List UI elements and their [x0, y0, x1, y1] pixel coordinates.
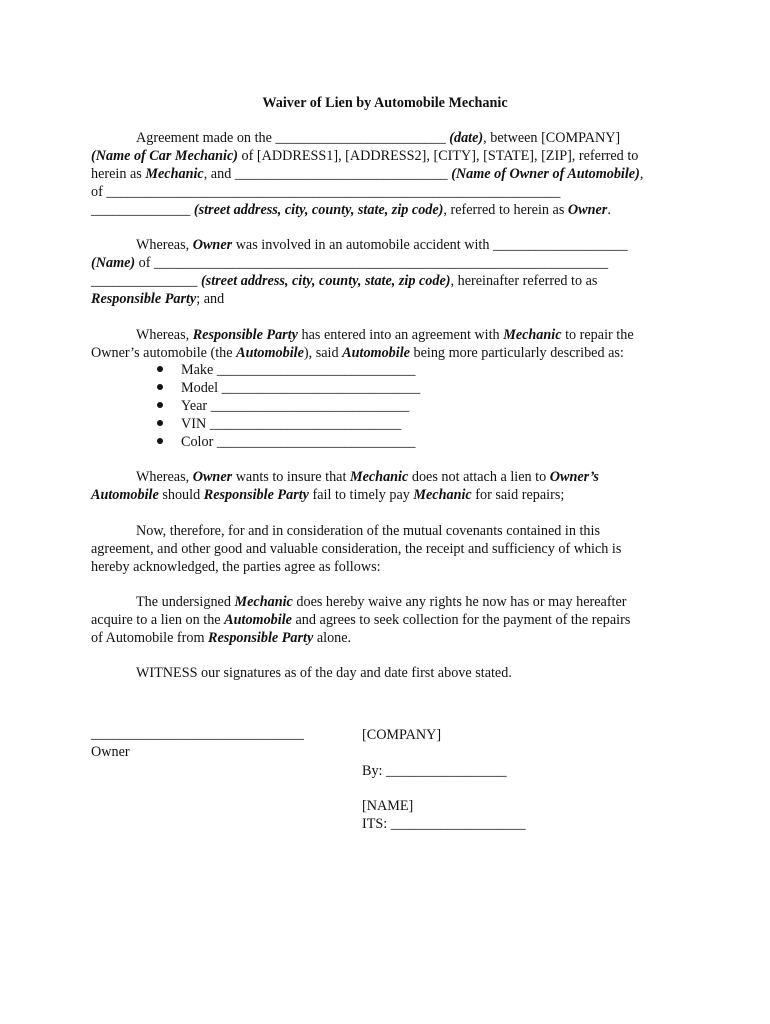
- p2-line-4: [91, 290, 224, 308]
- p6-line-1: [136, 593, 627, 611]
- text: Whereas,: [136, 237, 193, 253]
- text: .: [607, 202, 611, 218]
- text: should: [158, 487, 204, 503]
- p1-line-4: of ________________________________________________________________: [91, 184, 561, 200]
- p5-line-1: Now, therefore, for and in consideration of the mutual covenants contained in this: [136, 523, 600, 539]
- text: fail to timely pay: [308, 487, 414, 503]
- term-name: (Name): [91, 255, 136, 271]
- text: of [ADDRESS1], [ADDRESS2], [CITY], [STATE], [ZIP], referred to: [237, 148, 639, 164]
- list-item-year: Year ____________________________: [181, 398, 410, 414]
- text: Whereas,: [136, 469, 193, 485]
- text: ______________: [91, 202, 194, 218]
- term-name-of-owner: (Name of Owner of Automobile): [451, 166, 640, 182]
- list-item-vin: VIN ___________________________: [181, 416, 402, 432]
- list-item-model: Model ____________________________: [181, 380, 421, 396]
- text: , and ______________________________: [203, 166, 452, 182]
- bullet-icon: [157, 402, 163, 408]
- text: of ________________________________________________________________: [135, 255, 609, 271]
- p4-line-1: [136, 468, 599, 486]
- bullet-icon: [157, 366, 163, 372]
- text: of Automobile from: [91, 630, 209, 646]
- text: ,: [639, 166, 644, 182]
- by-signature-line: By: _________________: [362, 763, 507, 779]
- term-mechanic: Mechanic: [234, 594, 293, 610]
- text: , between [COMPANY]: [483, 130, 621, 146]
- text: has entered into an agreement with: [297, 327, 504, 343]
- term-mechanic: Mechanic: [503, 327, 562, 343]
- text: does not attach a lien to: [408, 469, 550, 485]
- its-signature-line: ITS: ___________________: [362, 816, 526, 832]
- bullet-icon: [157, 384, 163, 390]
- text: _______________: [91, 273, 201, 289]
- term-date: (date): [449, 130, 484, 146]
- p2-line-1: [136, 236, 628, 254]
- list-item-make: Make ____________________________: [181, 362, 416, 378]
- term-automobile: Automobile: [91, 487, 159, 503]
- p2-line-2: [91, 254, 608, 272]
- term-automobile: Automobile: [224, 612, 292, 628]
- term-owner: Owner: [192, 237, 233, 253]
- term-responsible-party: Responsible Party: [203, 487, 309, 503]
- term-street-address: (street address, city, county, state, zip code): [193, 202, 444, 218]
- text: for said repairs;: [471, 487, 565, 503]
- term-mechanic: Mechanic: [349, 469, 409, 485]
- document-title: Waiver of Lien by Automobile Mechanic: [262, 95, 508, 111]
- p3-line-1: [136, 326, 634, 344]
- term-automobile: Automobile: [342, 345, 410, 361]
- witness-statement: WITNESS our signatures as of the day and date first above stated.: [136, 665, 512, 681]
- p5-line-2: agreement, and other good and valuable consideration, the receipt and sufficiency of which is: [91, 541, 622, 557]
- term-street-address: (street address, city, county, state, zip code): [200, 273, 451, 289]
- p2-line-3: [91, 272, 597, 290]
- text: herein as: [91, 166, 146, 182]
- term-responsible-party: Responsible Party: [208, 630, 314, 646]
- text: Owner’s automobile (the: [91, 345, 237, 361]
- text: , hereinafter referred to as: [450, 273, 598, 289]
- term-owners: Owner’s: [549, 469, 599, 485]
- text: wants to insure that: [232, 469, 350, 485]
- term-owner: Owner: [192, 469, 233, 485]
- p6-line-3: [91, 629, 351, 647]
- term-responsible-party: Responsible Party: [192, 327, 298, 343]
- p1-line-3: [91, 165, 643, 183]
- list-item-color: Color ____________________________: [181, 434, 416, 450]
- text: ; and: [196, 291, 225, 307]
- owner-signature-line: ______________________________: [91, 726, 304, 742]
- company-label: [COMPANY]: [362, 727, 442, 743]
- owner-label: Owner: [91, 744, 130, 760]
- term-mechanic: Mechanic: [145, 166, 204, 182]
- p1-line-2: [91, 147, 638, 165]
- p4-line-2: [91, 486, 564, 504]
- text: was involved in an automobile accident with ___________________: [232, 237, 628, 253]
- term-name-of-car-mechanic: (Name of Car Mechanic): [91, 148, 238, 164]
- text: , referred to herein as: [443, 202, 568, 218]
- term-owner: Owner: [567, 202, 608, 218]
- text: alone.: [313, 630, 352, 646]
- p6-line-2: [91, 611, 630, 629]
- text: to repair the: [561, 327, 634, 343]
- name-label: [NAME]: [362, 798, 414, 814]
- bullet-icon: [157, 420, 163, 426]
- p5-line-3: hereby acknowledged, the parties agree as follows:: [91, 559, 381, 575]
- p3-line-2: [91, 344, 624, 362]
- term-automobile: Automobile: [236, 345, 304, 361]
- text: Agreement made on the ________________________: [136, 130, 450, 146]
- text: Whereas,: [136, 327, 193, 343]
- text: being more particularly described as:: [409, 345, 624, 361]
- p1-line-5: [91, 201, 611, 219]
- bullet-icon: [157, 438, 163, 444]
- p1-line-1: [136, 129, 620, 147]
- term-responsible-party: Responsible Party: [91, 291, 197, 307]
- text: acquire to a lien on the: [91, 612, 225, 628]
- text: does hereby waive any rights he now has or may hereafter: [292, 594, 627, 610]
- text: and agrees to seek collection for the payment of the repairs: [291, 612, 631, 628]
- text: The undersigned: [136, 594, 235, 610]
- term-mechanic: Mechanic: [413, 487, 472, 503]
- text: ), said: [303, 345, 343, 361]
